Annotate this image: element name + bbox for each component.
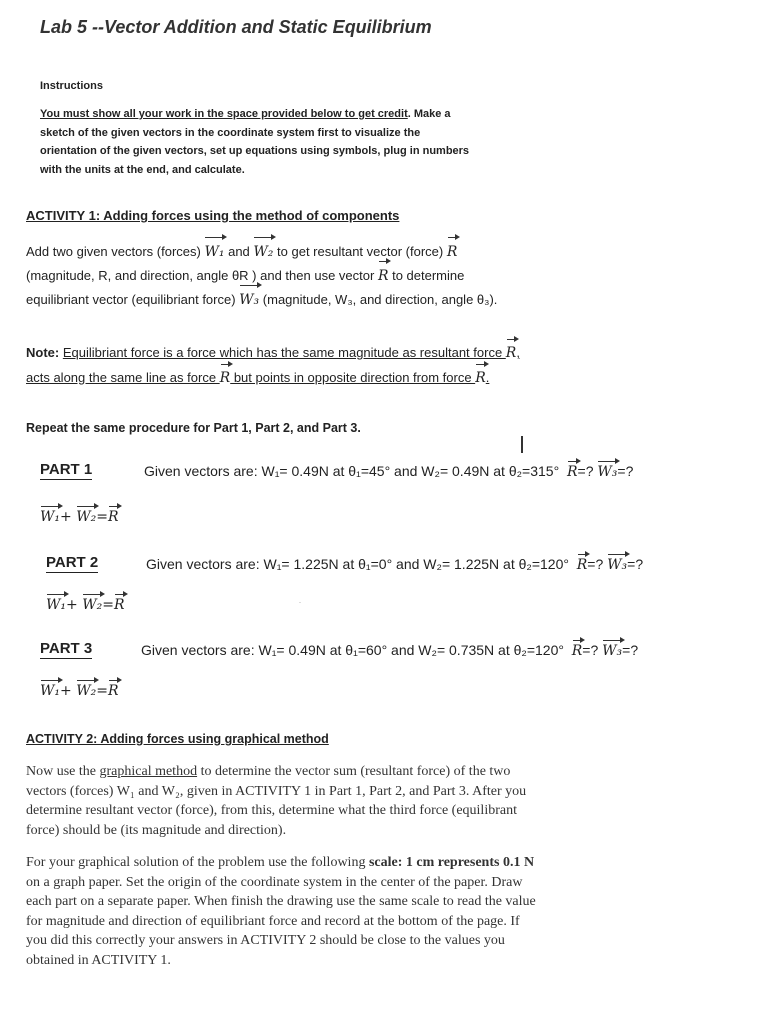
eq-plus: + <box>60 509 77 525</box>
part3-question: =? <box>582 642 603 658</box>
eq-w1: W₁ <box>46 597 67 613</box>
part1-question: =? <box>617 463 634 479</box>
part2-given <box>146 556 643 573</box>
activity1-heading: ACTIVITY 1: Adding forces using the method of components <box>26 208 400 223</box>
vector-r: R <box>378 264 389 288</box>
part2-question: =? <box>627 556 644 572</box>
instructions-text <box>40 105 480 179</box>
activity1-text: (magnitude, R, and direction, angle θR ) and then use vector <box>26 268 378 283</box>
instructions-rest: . Make a sketch of the given vectors in the coordinate system first to visualize the orientation of the given vectors, set up equations using symbols, plug in numbers with the units at the end, and calculate. <box>40 108 470 176</box>
vector-w3: W₃ <box>239 288 259 312</box>
activity2-text: on a graph paper. Set the origin of the coordinate system in the center of the paper. Draw each part on a separate paper. When finish the drawing use the same scale to read the value for magnitude and direction of equilibriant force and record at the bottom of the page. If you did this correctly your answers in ACTIVITY 2 should be close to the values you obtained in ACTIVITY 1. <box>26 874 536 968</box>
vector-r: R <box>576 557 588 573</box>
eq-r: R <box>113 597 125 613</box>
text-cursor <box>521 436 523 453</box>
activity1-text: and <box>224 244 254 259</box>
eq-w1: W₁ <box>40 683 61 699</box>
vector-r: R <box>220 367 231 391</box>
part2-equation <box>46 597 125 613</box>
part1-given <box>144 463 633 480</box>
note-label: Note: <box>26 345 63 360</box>
part3-question: =? <box>622 642 639 658</box>
graphical-method-link: graphical method <box>99 764 198 779</box>
vector-w3: W₃ <box>602 643 623 659</box>
part1-label: PART 1 <box>40 461 93 478</box>
activity2-text: to determine the vector sum (resultant force) of the two vectors (forces) W₁ and W₂, given in ACTIVITY 1 in Part 1, Part 2, and Part 3. After you determine resultant vector (force), from this, determine what the third force (equilibrant force) should be (its magnitude and direction). <box>26 764 527 838</box>
note-text-part: but points in opposite direction from force <box>230 369 476 385</box>
activity1-text: Add two given vectors (forces) <box>26 244 205 259</box>
note-paragraph <box>26 341 526 390</box>
instructions-heading: Instructions <box>40 80 103 92</box>
eq-r: R <box>107 509 119 525</box>
note-text-part: . <box>485 369 490 385</box>
note-text <box>26 345 520 385</box>
activity1-text: to get resultant vector (force) <box>273 244 447 259</box>
eq-equals: = <box>96 683 108 699</box>
activity1-text: (magnitude, W₃, and direction, angle θ₃). <box>259 292 498 307</box>
vector-w3: W₃ <box>597 464 618 480</box>
activity1-body <box>26 240 526 312</box>
part2-given-text: Given vectors are: W₁= 1.225N at θ₁=0° and W₂= 1.225N at θ₂=120° <box>146 556 569 572</box>
eq-w1: W₁ <box>40 509 61 525</box>
vector-r: R <box>475 367 486 391</box>
eq-equals: = <box>102 597 114 613</box>
vector-r: R <box>571 643 583 659</box>
activity2-text: For your graphical solution of the problem use the following <box>26 855 369 870</box>
eq-plus: + <box>60 683 77 699</box>
instructions-underlined: You must show all your work in the space provided below to get credit <box>40 108 408 120</box>
activity2-paragraph-1 <box>26 762 536 840</box>
eq-w2: W₂ <box>76 683 97 699</box>
activity1-text: to determine equilibriant vector (equilibriant force) <box>26 268 465 307</box>
eq-equals: = <box>96 509 108 525</box>
part1-equation <box>40 509 119 525</box>
page-title: Lab 5 --Vector Addition and Static Equilibrium <box>40 17 432 37</box>
scale-text: scale: 1 cm represents 0.1 N <box>368 855 535 870</box>
part3-given <box>141 642 638 659</box>
scan-speck <box>299 602 301 603</box>
note-text-part: , acts along the same line as force <box>26 345 520 385</box>
part1-given-text: Given vectors are: W₁= 0.49N at θ₁=45° and W₂= 0.49N at θ₂=315° <box>144 463 560 479</box>
repeat-instruction: Repeat the same procedure for Part 1, Part 2, and Part 3. <box>26 421 361 435</box>
vector-w3: W₃ <box>607 557 628 573</box>
part3-label: PART 3 <box>40 640 93 657</box>
vector-r: R <box>506 342 517 366</box>
activity2-heading: ACTIVITY 2: Adding forces using graphical method <box>26 732 329 746</box>
vector-r: R <box>447 240 458 264</box>
activity2-text: Now use the <box>26 764 100 779</box>
vector-w2: W₂ <box>253 240 273 264</box>
eq-plus: + <box>66 597 83 613</box>
part3-given-text: Given vectors are: W₁= 0.49N at θ₁=60° and W₂= 0.735N at θ₂=120° <box>141 642 564 658</box>
eq-w2: W₂ <box>82 597 103 613</box>
eq-w2: W₂ <box>76 509 97 525</box>
part2-question: =? <box>587 556 608 572</box>
eq-r: R <box>107 683 119 699</box>
part3-equation <box>40 683 119 699</box>
vector-r: R <box>566 464 578 480</box>
note-text-part: Equilibriant force is a force which has the same magnitude as resultant force <box>62 345 506 360</box>
vector-w1: W₁ <box>204 240 224 264</box>
part1-question: =? <box>577 463 598 479</box>
part2-label: PART 2 <box>46 554 99 571</box>
activity2-paragraph-2 <box>26 853 536 970</box>
